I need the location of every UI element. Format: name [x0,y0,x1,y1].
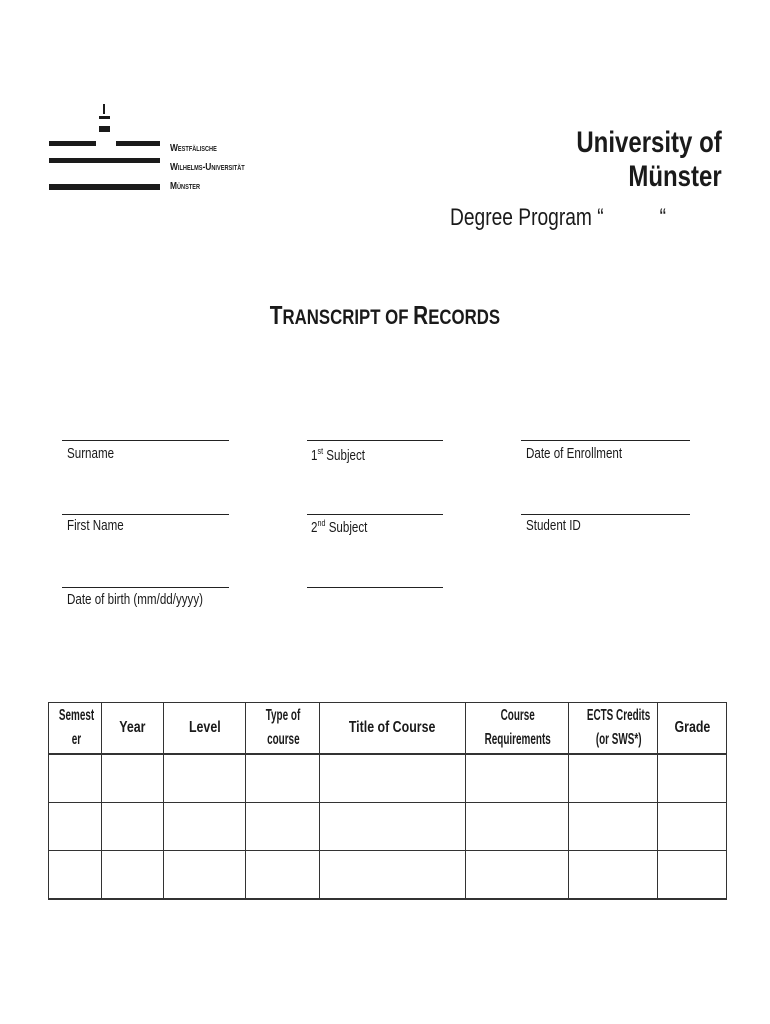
table-cell [246,803,320,851]
logo-text-line3: Münster [170,180,201,192]
header-grade: Grade [658,703,727,755]
table-cell [246,754,320,803]
header-course-requirements: Course Requirements [466,703,569,755]
table-cell [49,803,102,851]
student-id-line [521,514,690,515]
table-cell [569,803,658,851]
table-cell [658,851,727,900]
logo-mark-top [103,104,105,114]
logo-bar-middle [49,158,160,163]
surname-label: Surname [67,446,115,462]
table-cell [569,851,658,900]
degree-program [450,204,720,232]
table-cell [49,754,102,803]
table-row [49,803,727,851]
header-semester: Semest er [49,703,102,755]
header-type-of-course: Type of course [246,703,320,755]
table-cell [164,851,246,900]
second-subject-line [307,514,443,515]
degree-program-open-quote: “ [597,204,604,231]
table-row [49,754,727,803]
date-of-birth-label: Date of birth (mm/dd/yyyy) [67,592,204,608]
table-cell [658,803,727,851]
document-title: TRANSCRIPT OF RECORDS [269,300,501,330]
table-cell [102,851,164,900]
table-cell [164,754,246,803]
table-header-row [49,703,727,755]
table-cell [164,803,246,851]
table-cell [49,851,102,900]
records-table [48,702,727,900]
enrollment-date-label: Date of Enrollment [526,446,623,462]
table-cell [102,754,164,803]
table-cell [320,851,466,900]
header-level: Level [164,703,246,755]
header-title-of-course: Title of Course [320,703,466,755]
table-cell [246,851,320,900]
student-id-label: Student ID [526,518,581,534]
table-cell [466,754,569,803]
table-cell [320,754,466,803]
blank-field-line [307,587,443,588]
second-subject-label: 2nd Subject [311,518,368,536]
first-name-label: First Name [67,518,124,534]
surname-line [62,440,229,441]
table-cell [102,803,164,851]
university-name-line2: Münster [628,160,722,193]
logo-bar-right [116,141,160,146]
enrollment-date-line [521,440,690,441]
table-row [49,851,727,900]
table-cell [466,851,569,900]
degree-program-close-quote: “ [659,204,667,231]
date-of-birth-line [62,587,229,588]
logo-text-line1: Westfälische [170,142,217,154]
logo-mark-square [99,126,110,132]
header-ects-credits: ECTS Credits (or SWS*) [569,703,658,755]
header-year: Year [102,703,164,755]
first-subject-line [307,440,443,441]
first-subject-label: 1st Subject [311,446,365,464]
logo-mark-small [99,116,110,119]
table-cell [320,803,466,851]
logo-bar-bottom [49,184,160,190]
first-name-line [62,514,229,515]
table-cell [569,754,658,803]
university-name-line1: University of [576,126,722,159]
university-name [540,126,722,194]
table-cell [466,803,569,851]
degree-program-label: Degree Program [450,204,592,231]
table-cell [658,754,727,803]
logo-text-line2: Wilhelms-Universität [170,161,245,173]
logo-bar-left [49,141,96,146]
